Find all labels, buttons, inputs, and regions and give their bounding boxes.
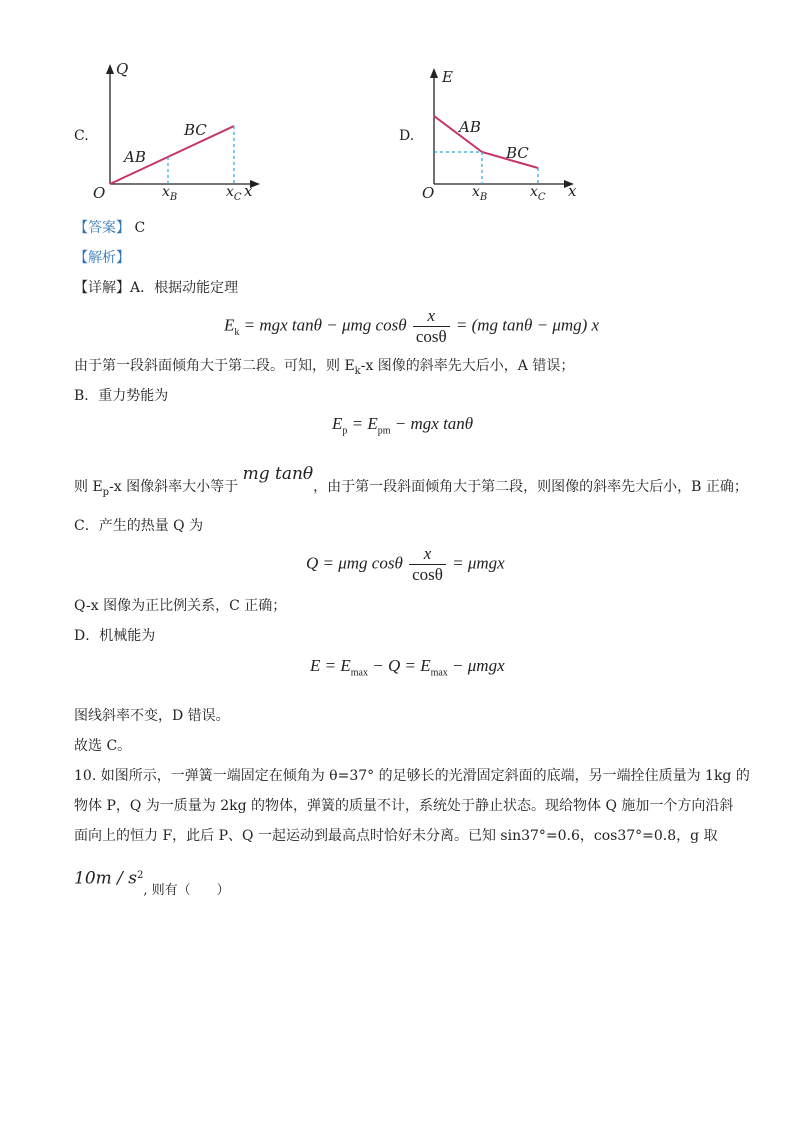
graph-c-y-label: Q xyxy=(116,60,129,78)
graph-c-origin: O xyxy=(93,184,106,202)
question10-line4: $10m / s^2$, 则有（ ） xyxy=(74,868,230,898)
equation-potential-energy: $E_p = E_{pm}$ − mgx tanθ xyxy=(332,414,474,437)
question10-line2: 物体 P，Q 为一质量为 2kg 的物体，弹簧的质量不计，系统处于静止状态。现给物体 Q 施加一个方向沿斜 xyxy=(74,798,734,814)
line-d-conclusion: 图线斜率不变，D 错误。 xyxy=(74,708,230,724)
c-intro: C．产生的热量 Q 为 xyxy=(74,518,204,534)
option-d-label: D. xyxy=(399,128,415,144)
graph-c-ab-label: AB xyxy=(124,148,146,166)
analysis-heading: 【解析】 xyxy=(74,250,130,266)
graph-d-tick-b: $x_B$ xyxy=(472,184,488,203)
b-intro: B．重力势能为 xyxy=(74,388,169,404)
graph-c-bc-label: BC xyxy=(184,121,207,139)
answer-label: 答案 xyxy=(88,220,116,236)
equation-kinetic-energy: $E_k$ = mgx tanθ − μmg cosθ $\frac{x}{\cos\theta}$ = (mg tanθ − μmg) x xyxy=(224,306,600,346)
graph-d-ab-label: AB xyxy=(459,118,481,136)
graph-d-x-label: x xyxy=(568,182,577,200)
line-a-conclusion: 由于第一段斜面倾角大于第二段。可知，则 $E_k-x$ 图像的斜率先大后小，A 错误； xyxy=(74,358,575,377)
line-c-conclusion: Q-x 图像为正比例关系，C 正确； xyxy=(74,598,287,614)
equation-heat: Q = μmg cosθ $\frac{x}{\cos\theta}$ = μmgx xyxy=(306,544,505,584)
graph-d-origin: O xyxy=(422,184,435,202)
equation-mechanical-energy: $E = E_{max} - Q = E_{max} - \mu mgx$ xyxy=(310,656,505,679)
graph-d-y-label: E xyxy=(442,68,453,86)
answer-value: C xyxy=(134,220,146,236)
graph-d-tick-c: $x_C$ xyxy=(530,184,546,203)
question10-line3: 面向上的恒力 F，此后 P、Q 一起运动到最高点时恰好未分离。已知 sin37°=0.6，cos37°=0.8，g 取 xyxy=(74,828,718,844)
answer-line: 【答案】 C xyxy=(74,220,146,236)
d-intro: D．机械能为 xyxy=(74,628,156,644)
option-c-label: C. xyxy=(74,128,89,144)
graph-c-x-label: x xyxy=(244,182,253,200)
detail-intro: 【详解】A．根据动能定理 xyxy=(74,280,239,296)
conclusion-line: 故选 C。 xyxy=(74,738,132,754)
graph-d-bc-label: BC xyxy=(506,144,529,162)
graph-c-tick-b: $x_B$ xyxy=(162,184,178,203)
graph-c-tick-c: $x_C$ xyxy=(226,184,242,203)
line-b-conclusion: 则 $E_p-x$ 图像斜率大小等于 mg tanθ，由于第一段斜面倾角大于第二段，则图像的斜率先大后小，B 正确； xyxy=(74,464,748,498)
question10-line1: 10. 如图所示，一弹簧一端固定在倾角为 θ=37° 的足够长的光滑固定斜面的底端，另一端拴住质量为 1kg 的 xyxy=(74,768,750,784)
